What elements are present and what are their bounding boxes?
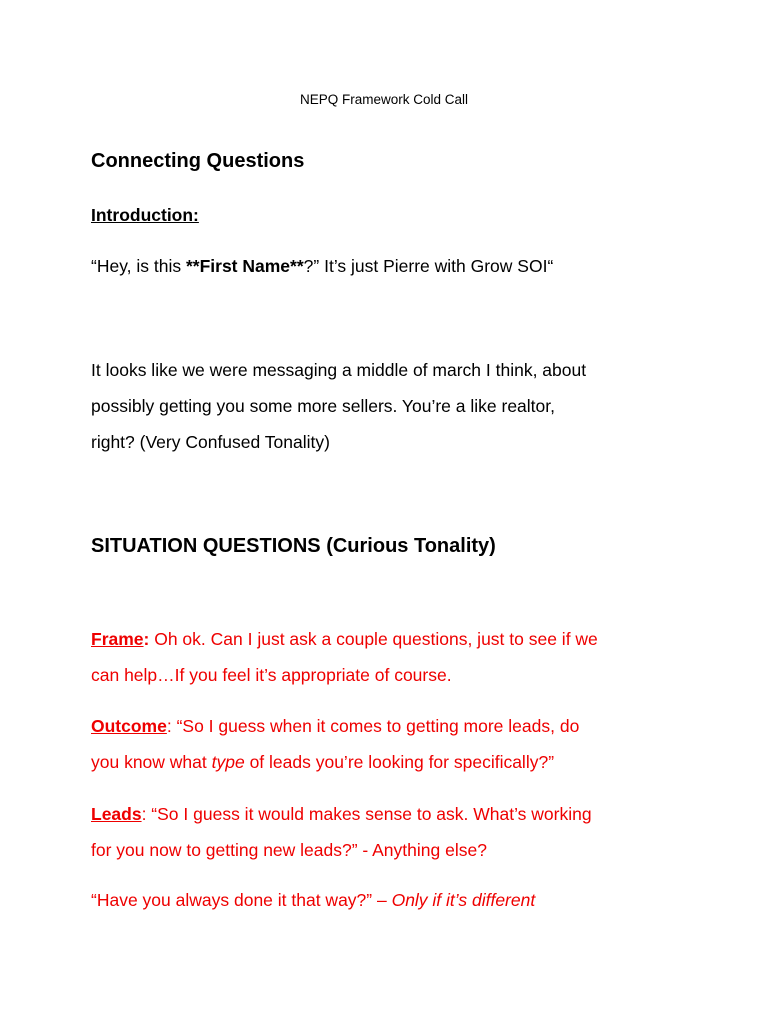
always-italic: Only if it’s different xyxy=(391,890,536,910)
frame-text-1: Oh ok. Can I just ask a couple questions, just to see if we xyxy=(149,629,598,649)
paragraph-line-2: possibly getting you some more sellers. You’re a like realtor, xyxy=(91,396,555,416)
outcome-text-2-after: of leads you’re looking for specifically?” xyxy=(244,752,555,772)
frame-colon: : xyxy=(143,629,150,649)
leads-label: Leads xyxy=(91,804,142,824)
outcome-label: Outcome xyxy=(91,716,167,736)
document-header: NEPQ Framework Cold Call xyxy=(299,92,469,107)
paragraph-line-1: It looks like we were messaging a middle of march I think, about xyxy=(91,360,587,380)
intro-text-after: ?” It’s just Pierre with Grow SOI“ xyxy=(303,256,554,276)
leads-line-2: for you now to getting new leads?” - Anything else? xyxy=(91,840,487,860)
paragraph-line-3: right? (Very Confused Tonality) xyxy=(91,432,330,452)
frame-line-1 xyxy=(91,629,598,650)
outcome-text-2-italic: type xyxy=(211,752,245,772)
intro-text-before: “Hey, is this xyxy=(91,256,186,276)
frame-label: Frame xyxy=(91,629,144,649)
section-heading-connecting: Connecting Questions xyxy=(91,150,305,172)
frame-line-2: can help…If you feel it’s appropriate of course. xyxy=(91,665,452,685)
outcome-text-2-before: you know what xyxy=(91,752,212,772)
section-heading-situation: SITUATION QUESTIONS (Curious Tonality) xyxy=(91,535,496,557)
introduction-heading: Introduction: xyxy=(91,205,199,225)
intro-text-bold: **First Name** xyxy=(185,256,304,276)
intro-line xyxy=(91,256,553,277)
always-line xyxy=(91,890,535,911)
leads-line-1 xyxy=(91,804,592,825)
outcome-text-1: : “So I guess when it comes to getting more leads, do xyxy=(166,716,580,736)
leads-text-1: : “So I guess it would makes sense to ask. What’s working xyxy=(141,804,592,824)
outcome-line-2 xyxy=(91,752,554,773)
always-text: “Have you always done it that way?” – xyxy=(91,890,392,910)
outcome-line-1 xyxy=(91,716,579,737)
